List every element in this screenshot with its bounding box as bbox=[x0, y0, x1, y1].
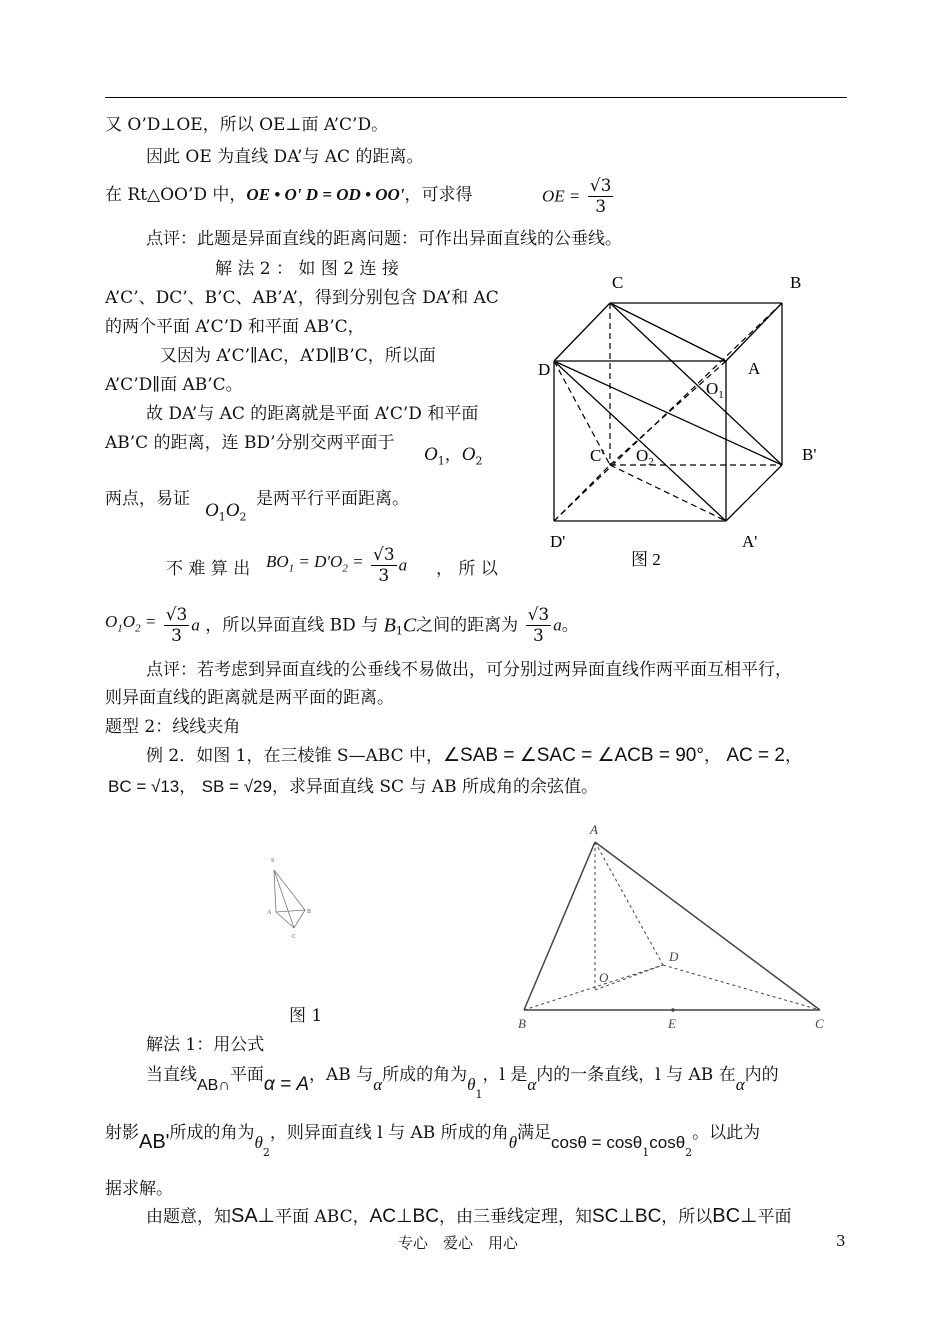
oe-label: OE = bbox=[542, 186, 581, 206]
label-s: S bbox=[271, 858, 275, 864]
fraction-o1o2 bbox=[164, 605, 190, 646]
fraction-sqrt3-over-3 bbox=[588, 176, 614, 217]
t24g: ，所以 bbox=[661, 1207, 713, 1227]
sb-equation: SB = √29 bbox=[201, 777, 272, 796]
ac-equation: AC = 2 bbox=[726, 745, 785, 766]
dpo2-subscript: 2 bbox=[342, 562, 348, 575]
o2-subscript: 2 bbox=[475, 454, 483, 468]
label-o1-sub: 1 bbox=[718, 389, 724, 401]
t24a: 由题意，知 bbox=[146, 1207, 231, 1227]
text-line-13-prefix: 不 难 算 出 bbox=[166, 559, 251, 579]
text-line-9: A’C’D∥面 AB’C。 bbox=[105, 375, 243, 395]
text-line-16: 则异面直线的距离就是两平面的距离。 bbox=[105, 688, 394, 708]
text-line-3-mid: ，可求得 bbox=[404, 185, 473, 205]
text-line-15: 点评：若考虑到异面直线的公垂线不易做出，可分别过两异面直线作两平面互相平行， bbox=[146, 660, 792, 680]
t21m: 内的 bbox=[744, 1065, 779, 1085]
figure-1-small-tetrahedron bbox=[262, 852, 322, 944]
t21g: 所成的角为 bbox=[382, 1065, 468, 1085]
label-d: D bbox=[538, 360, 551, 379]
label-c: C bbox=[815, 1016, 824, 1031]
text-line-10: 故 DA’与 AC 的距离就是平面 A’C’D 和平面 bbox=[146, 404, 479, 424]
o2-symbol: O bbox=[461, 444, 476, 465]
figure-2-caption: 图 2 bbox=[631, 550, 661, 569]
question-text: ，求异面直线 SC 与 AB 所成角的余弦值。 bbox=[271, 777, 598, 797]
text-line-12-prefix: 两点，易证 bbox=[105, 489, 190, 509]
eq-o1-sub: 1 bbox=[117, 622, 123, 635]
equation-o1o2 bbox=[105, 605, 579, 646]
t22i: cosθ bbox=[649, 1133, 686, 1152]
label-o2-letter: O bbox=[636, 446, 649, 465]
t22j: 。以此为 bbox=[692, 1123, 761, 1143]
b1c-b: B bbox=[383, 614, 396, 637]
t22f: θ bbox=[508, 1133, 518, 1152]
fraction-numerator: √3 bbox=[165, 605, 188, 625]
text-line-24 bbox=[146, 1205, 792, 1228]
label-a: A bbox=[267, 910, 272, 916]
comma: ， bbox=[444, 445, 462, 465]
equation-oe-od: OE • O' D = OD • OO' bbox=[246, 185, 405, 204]
label-c: C bbox=[612, 273, 624, 292]
label-a: A bbox=[590, 822, 598, 837]
example-2-intro: 例 2．如图 1，在三棱锥 S—ABC 中， bbox=[146, 746, 443, 766]
text-line-4: 点评：此题是异面直线的距离问题：可作出异面直线的公垂线。 bbox=[146, 229, 622, 249]
label-b: B bbox=[518, 1016, 526, 1031]
o1o2-o2: O bbox=[225, 500, 240, 521]
text-line-7: 的两个平面 A’C’D 和平面 AB’C， bbox=[105, 317, 365, 337]
t22b: AB' bbox=[139, 1131, 170, 1153]
figure-3-tetrahedron bbox=[510, 820, 840, 1035]
header-rule bbox=[105, 97, 847, 98]
o1-subscript: 1 bbox=[437, 454, 445, 468]
eq-o1: O bbox=[105, 612, 118, 632]
label-o2 bbox=[636, 446, 654, 468]
text-line-6: A’C’、DC’、B’C、AB’A’，得到分别包含 DA’和 AC bbox=[105, 288, 499, 308]
t24d: AC⊥BC bbox=[369, 1206, 439, 1227]
variable-a: a bbox=[191, 615, 200, 635]
t24f: SC⊥BC bbox=[591, 1206, 662, 1227]
text-line-19 bbox=[108, 776, 598, 798]
label-o: O bbox=[599, 970, 609, 985]
t22a: 射影 bbox=[105, 1123, 139, 1143]
t21j: α bbox=[527, 1075, 537, 1094]
text-line-12-suffix: 是两平行平面距离。 bbox=[256, 489, 409, 509]
fraction-denominator: 3 bbox=[378, 566, 390, 586]
t21c: 平面 bbox=[229, 1065, 264, 1085]
label-d-prime: D' bbox=[550, 532, 566, 551]
text-line-23: 据求解。 bbox=[105, 1179, 173, 1199]
text-line-2: 因此 OE 为直线 DA’与 AC 的距离。 bbox=[146, 147, 424, 167]
t24i: 平面 bbox=[757, 1207, 792, 1227]
o1o2-o1: O bbox=[205, 500, 219, 521]
t21e: ，AB 与 bbox=[309, 1065, 374, 1085]
figure-1-caption: 图 1 bbox=[289, 1006, 323, 1026]
t21l: α bbox=[735, 1075, 745, 1094]
t21f: α bbox=[373, 1075, 383, 1094]
variable-a: a bbox=[398, 555, 408, 575]
bc-equation: BC = √13 bbox=[108, 777, 180, 796]
t22g: 满足 bbox=[517, 1123, 552, 1143]
t21h-sub: 1 bbox=[475, 1088, 483, 1102]
points-o1-o2 bbox=[424, 444, 482, 472]
label-c-prime: C' bbox=[590, 446, 605, 465]
period: 。 bbox=[561, 615, 579, 636]
fraction-denominator: 3 bbox=[532, 626, 544, 646]
label-o2-sub: 2 bbox=[648, 456, 654, 468]
figure-2-cube bbox=[530, 268, 830, 578]
label-o1 bbox=[706, 379, 724, 401]
t24c: 平面 ABC， bbox=[275, 1207, 370, 1227]
t21b: AB∩ bbox=[197, 1077, 230, 1094]
fraction-distance bbox=[526, 605, 552, 646]
text-line-20: 解法 1：用公式 bbox=[146, 1035, 265, 1055]
t24h: BC⊥ bbox=[712, 1205, 758, 1227]
variable-a: a bbox=[553, 615, 562, 635]
comma: ， bbox=[703, 746, 721, 766]
o1o2-expression bbox=[205, 500, 246, 528]
t21i: ，l 是 bbox=[482, 1065, 528, 1085]
label-o1-letter: O bbox=[706, 379, 719, 398]
text-line-12 bbox=[105, 488, 190, 510]
fraction-denominator: 3 bbox=[595, 197, 607, 217]
o1o2-sub1: 1 bbox=[218, 510, 226, 524]
fraction-numerator: √3 bbox=[372, 545, 395, 565]
text-line-14-mid: ，所以异面直线 BD 与 bbox=[205, 615, 379, 636]
t22e: ，则异面直线 l 与 AB 所成的角 bbox=[269, 1123, 509, 1143]
text-line-22 bbox=[105, 1121, 761, 1160]
text-line-18 bbox=[146, 745, 802, 767]
fraction-numerator: √3 bbox=[527, 605, 550, 625]
t22c: 所成的角为 bbox=[169, 1123, 255, 1143]
label-b: B bbox=[307, 909, 312, 915]
equation-bo1 bbox=[266, 545, 407, 586]
text-line-11: AB’C 的距离，连 BD’分别交两平面于 bbox=[105, 433, 395, 453]
o1-symbol: O bbox=[424, 444, 438, 465]
t21h: θ bbox=[467, 1075, 476, 1094]
text-line-3 bbox=[105, 184, 473, 206]
text-line-1: 又 O’D⊥OE，所以 OE⊥面 A’C’D。 bbox=[105, 115, 389, 135]
t21d: α = A bbox=[263, 1074, 310, 1095]
b1c-c: C bbox=[402, 614, 417, 637]
label-e: E bbox=[668, 1016, 676, 1031]
label-a: A bbox=[748, 359, 761, 378]
label-c: C bbox=[292, 934, 297, 940]
footer-text: 专心 爱心 用心 bbox=[398, 1234, 519, 1252]
t21k: 内的一条直线，l 与 AB 在 bbox=[536, 1065, 736, 1085]
o1o2-sub2: 2 bbox=[239, 510, 247, 524]
eq-o2: O bbox=[122, 612, 136, 632]
t22i-sub: 2 bbox=[685, 1146, 693, 1160]
bo1-subscript: 1 bbox=[288, 562, 295, 575]
fraction-sqrt3-over-3-bo1 bbox=[371, 545, 397, 586]
text-line-8: 又因为 A’C’∥AC，A’D∥B’C，所以面 bbox=[160, 346, 436, 366]
eq-o2-sub: 2 bbox=[135, 622, 141, 635]
t24b: SA⊥ bbox=[231, 1205, 276, 1227]
label-b-prime: B' bbox=[802, 445, 817, 464]
fraction-denominator: 3 bbox=[171, 626, 182, 646]
t22h-sub: 1 bbox=[642, 1146, 650, 1160]
comma: ， bbox=[179, 777, 197, 797]
equation-oe-result bbox=[542, 176, 615, 217]
text-line-5: 解 法 2 ： 如 图 2 连 接 bbox=[215, 259, 399, 279]
text-line-21 bbox=[146, 1064, 779, 1102]
label-a-prime: A' bbox=[742, 532, 758, 551]
fraction-numerator: √3 bbox=[589, 176, 612, 196]
b1c-sub: 1 bbox=[395, 624, 403, 638]
angle-equation: ∠SAB = ∠SAC = ∠ACB = 90° bbox=[443, 745, 704, 766]
t24e: ，由三垂线定理，知 bbox=[438, 1207, 592, 1227]
t22d-sub: 2 bbox=[262, 1146, 270, 1160]
text-line-3-prefix: 在 Rt△OO’D 中， bbox=[105, 185, 247, 205]
comma: ， bbox=[784, 746, 802, 766]
t22d: θ bbox=[254, 1133, 263, 1152]
t21a: 当直线 bbox=[146, 1065, 197, 1085]
equals-sign: = bbox=[352, 552, 364, 572]
bo1-symbol: BO bbox=[266, 552, 289, 572]
label-b: B bbox=[790, 273, 802, 292]
dpo2-symbol: = D'O bbox=[298, 552, 343, 572]
text-line-13-suffix: ， 所 以 bbox=[436, 559, 498, 579]
eq-equals: = bbox=[144, 612, 157, 632]
label-d: D bbox=[669, 949, 679, 964]
page-number: 3 bbox=[836, 1232, 846, 1250]
t22h: cosθ = cosθ bbox=[551, 1133, 643, 1152]
section-heading: 题型 2：线线夹角 bbox=[105, 717, 241, 737]
text-line-14-tail: 之间的距离为 bbox=[416, 615, 519, 636]
